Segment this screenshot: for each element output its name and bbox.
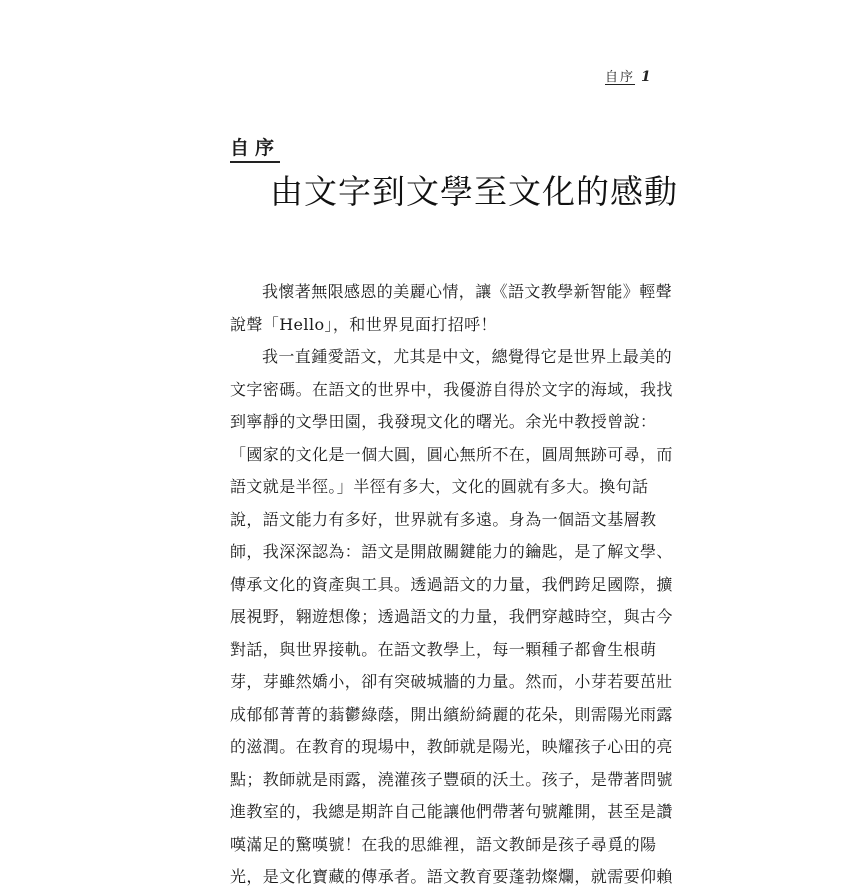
- body-text: [230, 276, 673, 894]
- paragraph-line: 展視野，翱遊想像；透過語文的力量，我們穿越時空，與古今: [230, 607, 673, 626]
- page-number: 1: [641, 69, 653, 85]
- paragraph-line: 芽，芽雖然嬌小，卻有突破城牆的力量。然而，小芽若要茁壯: [230, 672, 673, 691]
- paragraph-line: 「國家的文化是一個大圓，圓心無所不在，圓周無跡可尋，而: [230, 444, 673, 464]
- paragraph-line: 說，語文能力有多好，世界就有多遠。身為一個語文基層教: [230, 509, 657, 529]
- paragraph-line: 說聲「Hello」，和世界見面打招呼！: [230, 314, 497, 334]
- paragraph-line: 師，我深深認為：語文是開啟關鍵能力的鑰匙，是了解文學、: [230, 542, 673, 561]
- paragraph-line: 我一直鍾愛語文，尤其是中文，總覺得它是世界上最美的: [262, 347, 673, 366]
- paragraph-line: 到寧靜的文學田園，我發現文化的曙光。余光中教授曾說：: [230, 412, 657, 431]
- paragraph-line: 光，是文化寶藏的傳承者。語文教育要蓬勃燦爛，就需要仰賴: [230, 867, 673, 886]
- paragraph-line: 進教室的，我總是期許自己能讓他們帶著句號離開，甚至是讚: [230, 802, 673, 821]
- running-header-title: 自序: [605, 70, 636, 85]
- paragraph-line: 點；教師就是雨露，澆灌孩子豐碩的沃土。孩子，是帶著問號: [230, 769, 673, 789]
- chapter-title: 由文字到文學至文化的感動: [270, 172, 678, 211]
- paragraph-line: 語文就是半徑。」半徑有多大，文化的圓就有多大。換句話: [230, 477, 649, 496]
- paragraph-line: 的滋潤。在教育的現場中，教師就是陽光，映耀孩子心田的亮: [230, 737, 673, 756]
- paragraph-line: 對話，與世界接軌。在語文教學上，每一顆種子都會生根萌: [230, 639, 657, 659]
- paragraph-line: 我懷著無限感恩的美麗心情，讓《語文教學新智能》輕聲: [262, 282, 673, 301]
- paragraph-line: 成郁郁菁菁的蓊鬱綠蔭，開出繽紛綺麗的花朵，則需陽光雨露: [230, 704, 673, 724]
- paragraph-line: 嘆滿足的驚嘆號！在我的思維裡，語文教師是孩子尋覓的陽: [230, 834, 657, 854]
- section-label: 自序: [230, 137, 280, 163]
- paragraph-line: 文字密碼。在語文的世界中，我優游自得於文字的海域，我找: [230, 379, 673, 399]
- running-header: [605, 66, 653, 85]
- paragraph-line: 傳承文化的資產與工具。透過語文的力量，我們跨足國際，擴: [230, 574, 673, 594]
